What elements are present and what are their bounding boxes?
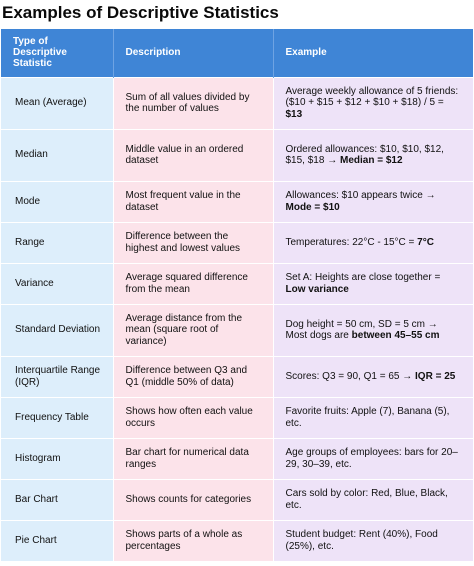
example-text: Cars sold by color: Red, Blue, Black, etc. [285,488,448,511]
example-highlight: Mode = $10 [285,201,340,213]
example-highlight: IQR = 25 [415,370,456,382]
example-cell [273,438,473,479]
description-cell: Shows how often each value occurs [113,397,273,438]
example-text: Student budget: Rent (40%), Food (25%), etc. [285,529,438,552]
description-cell: Average distance from the mean (square root of variance) [113,304,273,356]
example-text: Allowances: $10 appears twice → [285,190,436,201]
table-row [1,397,473,438]
table-row [1,520,473,561]
example-cell [273,397,473,438]
description-cell: Difference between the highest and lowest values [113,222,273,263]
table-row [1,304,473,356]
header-type: Type of Descriptive Statistic [1,29,113,77]
description-cell: Average squared difference from the mean [113,263,273,304]
description-cell: Shows parts of a whole as percentages [113,520,273,561]
description-cell: Shows counts for categories [113,479,273,520]
type-cell: Frequency Table [1,397,113,438]
example-text: Temperatures: 22°C - 15°C = [285,236,418,248]
example-cell [273,222,473,263]
table-row [1,222,473,263]
type-cell: Interquartile Range (IQR) [1,356,113,397]
example-cell [273,129,473,181]
example-text: Set A: Heights are close together = [285,272,441,283]
type-cell: Bar Chart [1,479,113,520]
statistics-table [1,29,474,561]
table-row [1,263,473,304]
table-row [1,129,473,181]
type-cell: Pie Chart [1,520,113,561]
header-example: Example [273,29,473,77]
example-cell [273,356,473,397]
example-text: Age groups of employees: bars for 20–29, 30–39, etc. [285,447,458,470]
table-row [1,438,473,479]
example-cell [273,181,473,222]
example-highlight: Low variance [285,283,349,295]
example-text: Favorite fruits: Apple (7), Banana (5), etc. [285,406,450,429]
description-cell: Most frequent value in the dataset [113,181,273,222]
table-body [1,77,473,561]
table-row [1,356,473,397]
description-cell: Bar chart for numerical data ranges [113,438,273,479]
type-cell: Histogram [1,438,113,479]
header-description: Description [113,29,273,77]
example-cell [273,304,473,356]
example-text: Ordered allowances: $10, $10, $12, $15, $18 → [285,143,444,166]
header-row [1,29,473,77]
type-cell: Standard Deviation [1,304,113,356]
table-row [1,77,473,129]
example-highlight: between 45–55 cm [351,330,440,341]
type-cell: Mode [1,181,113,222]
page-title: Examples of Descriptive Statistics [2,3,279,22]
example-text: Average weekly allowance of 5 friends: ($10 + $15 + $12 + $10 + $18) / 5 = [285,85,459,109]
type-cell: Median [1,129,113,181]
example-highlight: Median = $12 [339,155,403,166]
example-cell [273,520,473,561]
example-cell [273,263,473,304]
table-row [1,181,473,222]
type-cell: Variance [1,263,113,304]
example-highlight: 7°C [417,236,434,248]
table-header [1,29,473,77]
example-cell [273,77,473,129]
type-cell: Mean (Average) [1,77,113,129]
example-text: Scores: Q3 = 90, Q1 = 65 → [285,370,416,382]
example-highlight: $13 [285,108,303,120]
description-cell: Difference between Q3 and Q1 (middle 50% of data) [113,356,273,397]
example-text: Dog height = 50 cm, SD = 5 cm → Most dogs are [285,318,438,341]
example-cell [273,479,473,520]
type-cell: Range [1,222,113,263]
table-row [1,479,473,520]
description-cell: Sum of all values divided by the number of values [113,77,273,129]
description-cell: Middle value in an ordered dataset [113,129,273,181]
